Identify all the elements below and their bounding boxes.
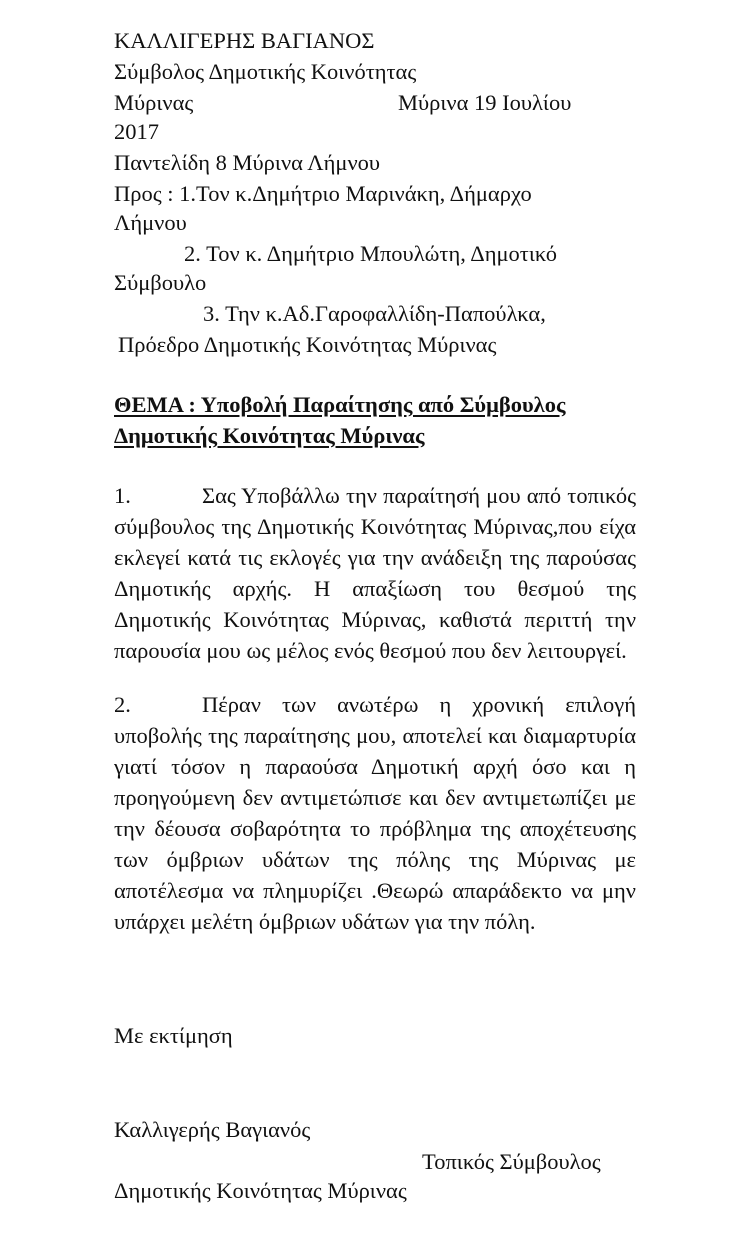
- recipient-3: 3. Την κ.Αδ.Γαροφαλλίδη-Παπούλκα,: [203, 301, 546, 326]
- paragraph-text-1: Σας Υποβάλλω την παραίτησή μου από τοπικός σύμβουλος της Δημοτικής Κοινότητας Μύρινας,που είχα εκλεγεί κατά τις εκλογές για την ανάδειξη της παρούσας Δημοτικής αρχής. Η απαξίωση του θεσμού της Δημοτικής Κοινότητας Μύρινας, καθιστά περιττή την παρουσία μου ως μέλος ενός θεσμού που δεν λειτουργεί.: [114, 483, 636, 663]
- body-paragraph-2: [114, 689, 636, 937]
- paragraph-number-2: 2.: [114, 692, 131, 717]
- signer-role: Τοπικός Σύμβουλος: [422, 1149, 601, 1174]
- body-paragraph-1: [114, 480, 636, 666]
- paragraph-text-2: Πέραν των ανωτέρω η χρονική επιλογή υποβολής της παραίτησης μου, αποτελεί και διαμαρτυρία γιατί τόσον η παραούσα Δημοτική αρχή όσο και η προηγούμενη δεν αντιμετώπισε και δεν αντιμετωπίζει με την δέουσα σοβαρότητα το πρόβλημα της αποχέτευσης των όμβριων υδάτων της πόλης της Μύρινας με αποτέλεσμα να πλημυρίζει .Θεωρώ απαράδεκτο να μην υπάρχει μελέτη όμβριων υδάτων για την πόλη.: [114, 692, 636, 934]
- subject-line-continued: Δημοτικής Κοινότητας Μύρινας: [114, 423, 425, 448]
- recipient-3-continued: Πρόεδρο Δημοτικής Κοινότητας Μύρινας: [118, 332, 497, 357]
- recipient-1: Προς : 1.Τον κ.Δημήτριο Μαρινάκη, Δήμαρχο: [114, 181, 532, 206]
- letter-date: Μύρινα 19 Ιουλίου: [398, 90, 572, 115]
- sender-title-continued: Μύρινας: [114, 90, 194, 115]
- sender-name: ΚΑΛΛΙΓΕΡΗΣ ΒΑΓΙΑΝΟΣ: [114, 28, 375, 53]
- closing-greeting: Με εκτίμηση: [114, 1023, 233, 1048]
- paragraph-number-1: 1.: [114, 483, 131, 508]
- subject-line: ΘΕΜΑ : Υποβολή Παραίτησης από Σύμβουλος: [114, 392, 566, 417]
- sender-address: Παντελίδη 8 Μύρινα Λήμνου: [114, 150, 381, 175]
- signer-organization: Δημοτικής Κοινότητας Μύρινας: [114, 1178, 407, 1203]
- recipient-2-continued: Σύμβουλο: [114, 270, 207, 295]
- letter-date-year: 2017: [114, 119, 159, 144]
- signer-name: Καλλιγερής Βαγιανός: [114, 1117, 311, 1142]
- recipient-1-continued: Λήμνου: [114, 210, 187, 235]
- sender-title: Σύμβολος Δημοτικής Κοινότητας: [114, 59, 417, 84]
- recipient-2: 2. Τον κ. Δημήτριο Μπουλώτη, Δημοτικό: [184, 241, 557, 266]
